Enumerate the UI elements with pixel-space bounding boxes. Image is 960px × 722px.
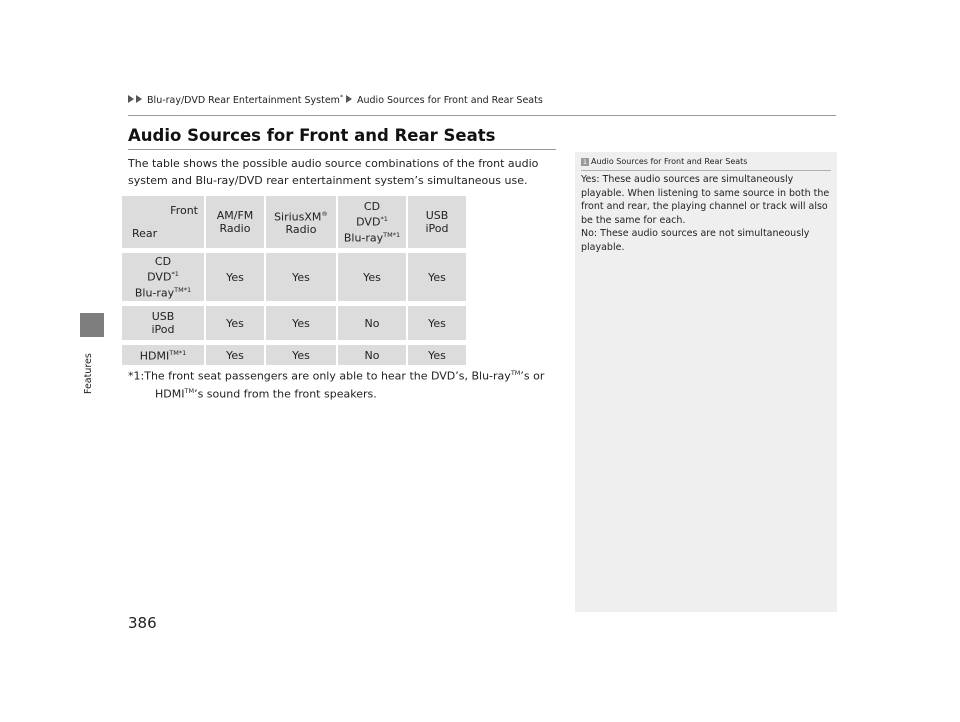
table-cell: No (338, 306, 406, 340)
table-cell: Yes (206, 253, 264, 301)
arrow-icon (346, 95, 352, 103)
arrow-icon (136, 95, 142, 103)
section-tab-label: Features (83, 353, 94, 394)
column-header-siriusxm: SiriusXM® Radio (266, 196, 336, 248)
intro-paragraph: The table shows the possible audio source combinations of the front audio system and Blu-ray/DVD rear entertainment system’s simultaneous use. (128, 157, 539, 187)
table-cell: Yes (266, 253, 336, 301)
table-row (122, 253, 466, 301)
table-cell: Yes (408, 345, 466, 365)
breadcrumb-parent[interactable]: Blu-ray/DVD Rear Entertainment System (147, 95, 340, 107)
row-header-usb: USB iPod (122, 306, 204, 340)
column-header-amfm: AM/FM Radio (206, 196, 264, 248)
side-note-no: No: These audio sources are not simultaneously playable. (581, 228, 810, 253)
page-number: 386 (128, 614, 157, 632)
side-note-heading: 1 Audio Sources for Front and Rear Seats (582, 157, 748, 166)
table-cell: Yes (408, 306, 466, 340)
footnote-marker: *1: (128, 369, 145, 383)
arrow-icon (128, 95, 134, 103)
audio-sources-table (120, 191, 468, 370)
row-header-hdmi: $HDMI^{TM*1}$ (122, 345, 204, 365)
table-corner-cell (122, 196, 204, 248)
footnote: *1:The front seat passengers are only able to hear the DVD’s, Blu-ray™’s or HDMI™’s sound from the front speakers. (128, 369, 545, 401)
table-cell: Yes (408, 253, 466, 301)
table-cell: Yes (206, 345, 264, 365)
column-header-disc: CD DVD$^{*1}$ Blu-ray$^{TM*1}$ (338, 196, 406, 248)
breadcrumb (128, 94, 543, 106)
title-rule (128, 149, 556, 150)
note-number-icon: 1 (582, 158, 588, 166)
side-note-body (581, 173, 831, 254)
table-cell: Yes (338, 253, 406, 301)
table-cell: Yes (266, 345, 336, 365)
table-row (122, 345, 466, 365)
column-header-usb: USB iPod (408, 196, 466, 248)
header-rule (128, 115, 836, 116)
row-header-disc: CD DVD$^{*1}$ Blu-ray$^{TM*1}$ (122, 253, 204, 301)
side-note-yes: Yes: These audio sources are simultaneously playable. When listening to same source in both the front and rear, the playing channel or track will also be the same for each. (581, 174, 830, 226)
side-note-panel (575, 152, 837, 612)
page-title: Audio Sources for Front and Rear Seats (128, 126, 496, 145)
table-row (122, 306, 466, 340)
side-note-rule (581, 170, 831, 171)
table-header-row (122, 196, 466, 248)
table-cell: No (338, 345, 406, 365)
section-tab-marker (80, 313, 104, 337)
corner-front-label: Front (170, 204, 198, 217)
corner-rear-label: Rear (132, 227, 158, 240)
breadcrumb-mark: * (339, 94, 343, 101)
breadcrumb-current: Audio Sources for Front and Rear Seats (357, 95, 543, 107)
table-cell: Yes (206, 306, 264, 340)
table-cell: Yes (266, 306, 336, 340)
